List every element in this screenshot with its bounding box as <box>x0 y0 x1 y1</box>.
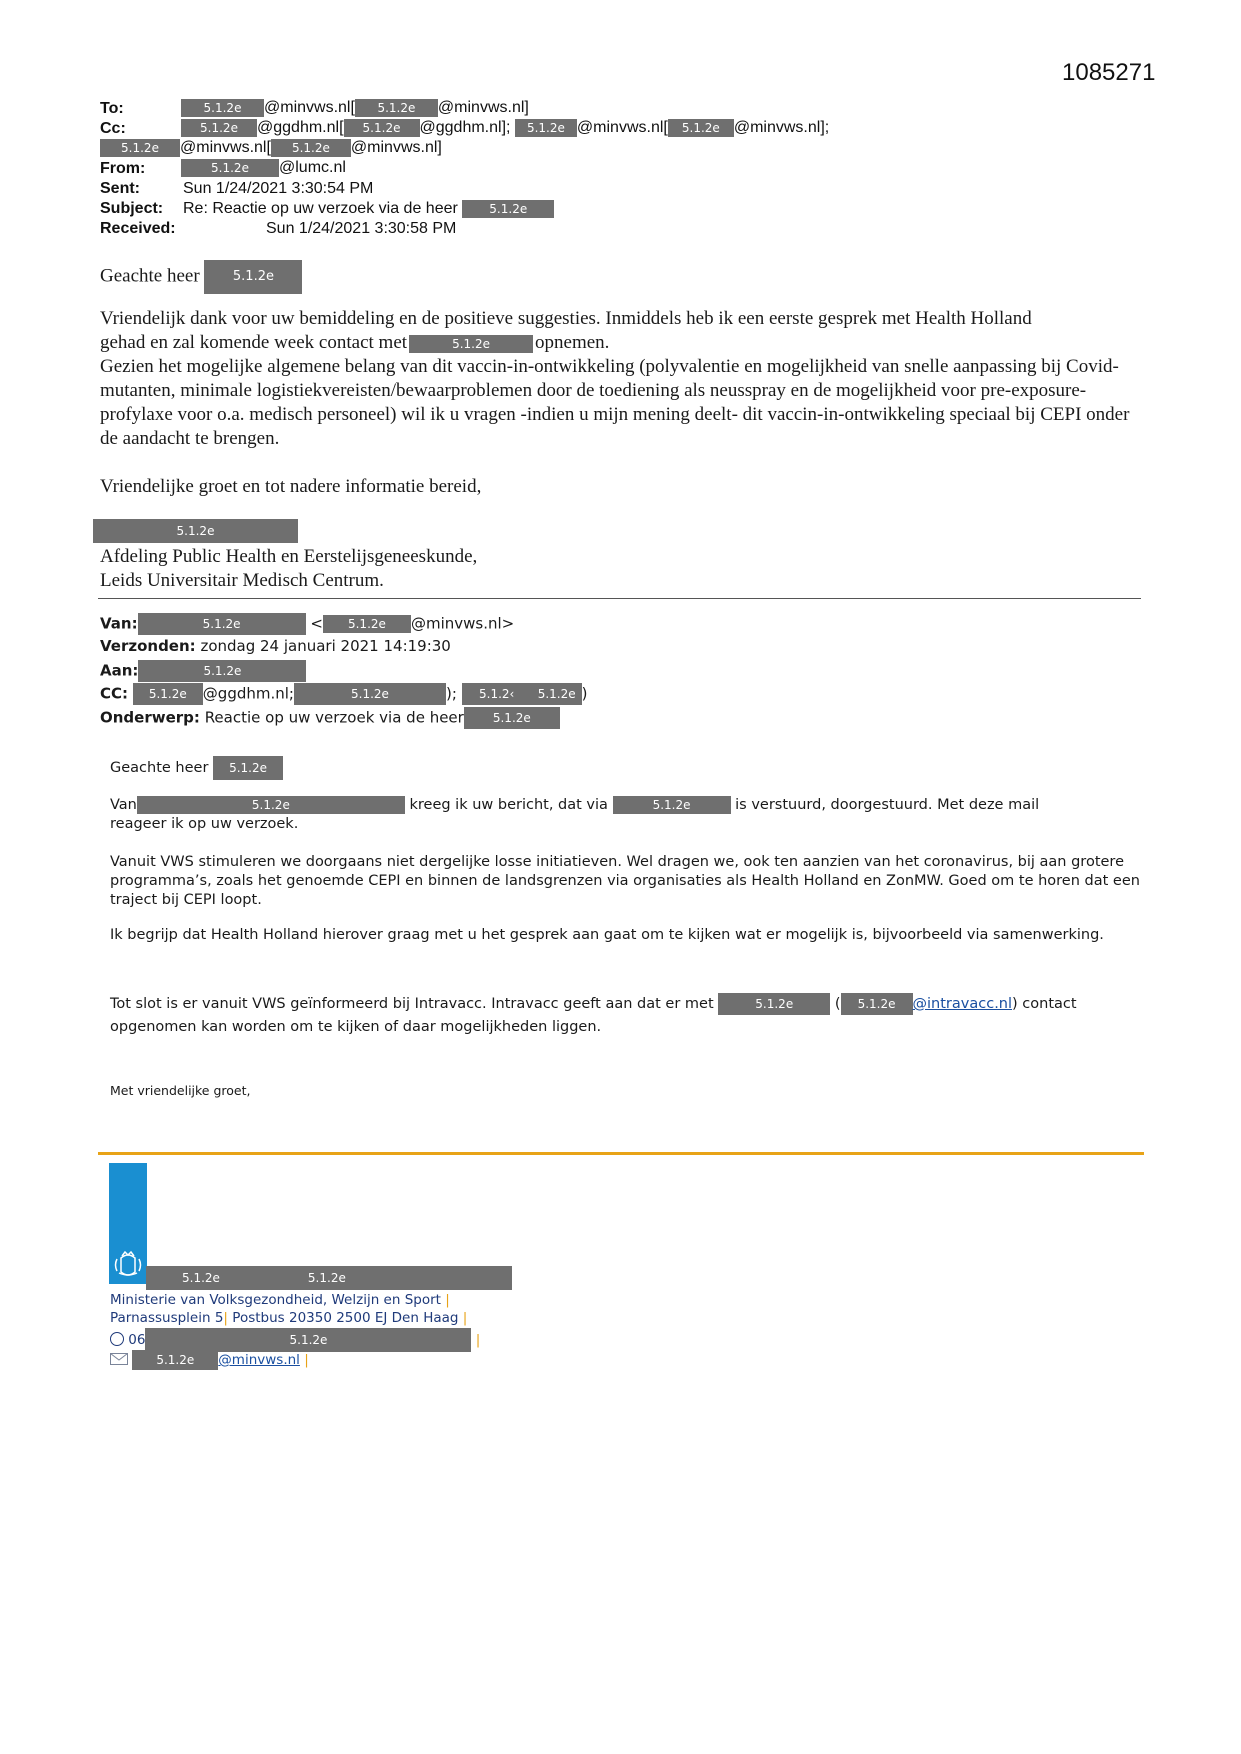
received-row <box>100 219 176 239</box>
address: Parnassusplein 5 <box>110 1310 224 1326</box>
redaction: 5.1.2e <box>409 335 533 353</box>
mail-icon <box>110 1351 128 1363</box>
original-paragraph-1 <box>110 796 1140 834</box>
cc-row <box>100 119 126 139</box>
reply-closing: Vriendelijke groet en tot nadere informatie bereid, <box>100 476 482 497</box>
redaction <box>146 1266 512 1290</box>
verzonden-label: Verzonden: <box>100 637 196 655</box>
postbus: Postbus 20350 2500 EJ Den Haag <box>232 1310 459 1326</box>
onderwerp-value: Reactie op uw verzoek via de heer <box>204 708 464 727</box>
signature-email <box>110 1350 309 1370</box>
from-row <box>100 159 145 179</box>
redaction: 5.1.2e <box>462 200 554 218</box>
separator: | <box>304 1352 309 1368</box>
from-domain: @lumc.nl <box>279 159 346 176</box>
redaction: 5.1.2e <box>323 615 411 633</box>
cc2-domain-3: ) <box>581 684 588 703</box>
aan-row <box>100 660 306 682</box>
redaction: 5.1.2e <box>718 993 830 1015</box>
dept-line-2: Leids Universitair Medisch Centrum. <box>100 570 384 591</box>
reply-p1-line2 <box>100 331 1140 355</box>
cc-values <box>181 118 829 138</box>
verzonden-value: zondag 24 januari 2021 14:19:30 <box>200 637 451 655</box>
reply-p1-text: gehad en zal komende week contact met <box>100 332 408 353</box>
reply-p1-end: opnemen. <box>535 332 610 353</box>
signature-name-redaction <box>146 1266 512 1290</box>
ministry-name: Ministerie van Volksgezondheid, Welzijn en Sport <box>110 1292 441 1308</box>
signature-ministry <box>110 1290 450 1310</box>
redaction: 5.1.2e <box>532 683 582 705</box>
original-paragraph-2: Vanuit VWS stimuleren we doorgaans niet dergelijke losse initiatieven. Wel dragen we, ook ten aanzien van het coronavirus, bij aan grotere programma’s, zoals het genoemde CEPI en binnen de landsgrenzen via organisaties als Health Holland en ZonMW. Goed om te horen dat een traject bij CEPI loopt. <box>110 854 1140 908</box>
document-number: 1085271 <box>1062 59 1156 86</box>
redaction-code: 5.1.2e <box>307 1271 346 1285</box>
signature-orange-rule <box>98 1152 1144 1155</box>
signature-name-redaction <box>93 519 298 543</box>
received-label: Received: <box>100 220 176 237</box>
redaction: 5.1.2e <box>841 993 913 1015</box>
van-domain: @minvws.nl> <box>410 614 515 633</box>
original-p1-line1 <box>110 796 1140 815</box>
redaction: 5.1.2e <box>344 119 420 137</box>
redaction: 5.1.2e <box>613 796 731 814</box>
to-domain-1: @minvws.nl[ <box>264 99 355 116</box>
cc-values-line2 <box>100 138 442 158</box>
reply-p1-line1: Vriendelijk dank voor uw bemiddeling en de positieve suggesties. Inmiddels heb ik een eerste gesprek met Health Holland <box>100 308 1032 329</box>
redaction: 5.1.2‹ <box>462 683 532 705</box>
original-p1-end: is verstuurd, doorgestuurd. Met deze mail <box>735 797 1040 813</box>
redaction: 5.1.2e <box>133 683 203 705</box>
cc2-domain-1: @ggdhm.nl; <box>202 684 294 703</box>
redaction: 5.1.2e <box>138 660 306 682</box>
redaction: 5.1.2e <box>355 99 438 117</box>
redaction: 5.1.2e <box>100 139 180 157</box>
from-values <box>181 158 346 178</box>
original-p4-paren: ( <box>834 996 841 1012</box>
redaction: 5.1.2e <box>668 119 734 137</box>
cc2-domain-1: @minvws.nl[ <box>180 139 271 156</box>
cc-domain-3: @minvws.nl[ <box>576 119 668 136</box>
van-lt: < <box>310 614 323 633</box>
original-p4-line1 <box>110 993 1150 1016</box>
separator: | <box>462 1310 468 1326</box>
original-p4-text: Tot slot is er vanuit VWS geïnformeerd bij Intravacc. Intravacc geeft aan dat er met <box>110 996 714 1012</box>
original-p1-mid: kreeg ik uw bericht, dat via <box>409 797 608 813</box>
redaction: 5.1.2e <box>181 159 279 177</box>
signature-email-link[interactable]: @minvws.nl <box>218 1352 300 1368</box>
cc-domain-1: @ggdhm.nl[ <box>257 119 344 136</box>
original-paragraph-4 <box>110 993 1150 1039</box>
redaction: 5.1.2e <box>294 683 446 705</box>
cc-domain-4: @minvws.nl]; <box>733 119 830 136</box>
subject-value <box>183 199 554 219</box>
signature-phone <box>110 1328 480 1352</box>
cc2-domain-2: @minvws.nl] <box>350 139 442 156</box>
redaction-code: 5.1.2e <box>182 1271 220 1285</box>
original-p1-line2: reageer ik op uw verzoek. <box>110 816 299 832</box>
redaction: 5.1.2e <box>145 1328 471 1352</box>
separator: | <box>223 1310 228 1326</box>
onderwerp-row <box>100 707 560 729</box>
redaction: 5.1.2e <box>515 119 577 137</box>
reply-greeting <box>100 260 302 294</box>
from-label: From: <box>100 160 146 177</box>
dept-line-1: Afdeling Public Health en Eerstelijsgeneeskunde, <box>100 546 478 567</box>
redaction: 5.1.2e <box>213 756 283 780</box>
to-domain-2: @minvws.nl] <box>437 99 529 116</box>
van-label: Van: <box>100 614 138 633</box>
cc2-row <box>100 683 588 705</box>
subject-label: Subject: <box>100 200 164 217</box>
crest-icon <box>109 1163 147 1284</box>
van-row <box>100 613 514 635</box>
original-closing: Met vriendelijke groet, <box>110 1083 251 1098</box>
redaction: 5.1.2e <box>138 613 306 635</box>
redaction: 5.1.2e <box>181 99 264 117</box>
original-greeting <box>110 756 283 780</box>
subject-text: Re: Reactie op uw verzoek via de heer <box>183 200 458 217</box>
original-p4-line2: opgenomen kan worden om te kijken of daar mogelijkheden liggen. <box>110 1019 602 1035</box>
phone-prefix: 06 <box>128 1332 146 1348</box>
phone-icon <box>110 1332 124 1346</box>
cc2-label: CC: <box>100 684 129 703</box>
greeting-text: Geachte heer <box>100 265 200 287</box>
redaction: 5.1.2e <box>181 119 257 137</box>
verzonden-row <box>100 637 451 656</box>
reply-department <box>100 545 477 593</box>
redaction: 5.1.2e <box>464 707 560 729</box>
original-p1-van: Van <box>110 797 137 813</box>
separator: | <box>475 1332 481 1348</box>
redaction: 5.1.2e <box>204 260 302 294</box>
signature-address <box>110 1308 467 1328</box>
received-value: Sun 1/24/2021 3:30:58 PM <box>266 220 457 237</box>
cc-domain-2: @ggdhm.nl]; <box>419 119 511 136</box>
reply-paragraph-1 <box>100 307 1140 355</box>
sent-row <box>100 179 140 199</box>
original-greeting-text: Geachte heer <box>110 760 209 776</box>
ministry-logo <box>109 1163 147 1284</box>
redaction: 5.1.2e <box>132 1350 218 1370</box>
to-label: To: <box>100 100 124 117</box>
intravacc-email-link[interactable]: @intravacc.nl <box>912 996 1013 1012</box>
original-p4-end: ) contact <box>1012 996 1077 1012</box>
sent-label: Sent: <box>100 180 140 197</box>
cc-label: Cc: <box>100 120 126 137</box>
original-paragraph-3: Ik begrijp dat Health Holland hierover graag met u het gesprek aan gaat om te kijken wat er mogelijk is, bijvoorbeeld via samenwerking. <box>110 927 1104 943</box>
redaction: 5.1.2e <box>93 519 298 543</box>
to-values <box>181 98 529 118</box>
to-row <box>100 99 124 119</box>
redaction: 5.1.2e <box>271 139 351 157</box>
cc2-domain-2: ); <box>445 684 457 703</box>
aan-label: Aan: <box>100 661 139 680</box>
reply-paragraph-2: Gezien het mogelijke algemene belang van dit vaccin-in-ontwikkeling (polyvalentie en mogelijkheid van snelle aanpassing bij Covid-mutanten, minimale logistiekvereisten/bewaarproblemen door de toediening als neusspray en de mogelijkheid voor pre-exposure-profylaxe voor o.a. medisch personeel) wil ik u vragen -indien u mijn mening deelt- dit vaccin-in-ontwikkeling speciaal bij CEPI onder de aandacht te brengen. <box>100 356 1130 449</box>
onderwerp-label: Onderwerp: <box>100 708 200 727</box>
subject-row <box>100 199 163 219</box>
separator: | <box>445 1292 450 1308</box>
redaction: 5.1.2e <box>137 796 405 814</box>
divider <box>98 598 1141 599</box>
sent-value: Sun 1/24/2021 3:30:54 PM <box>183 180 374 197</box>
